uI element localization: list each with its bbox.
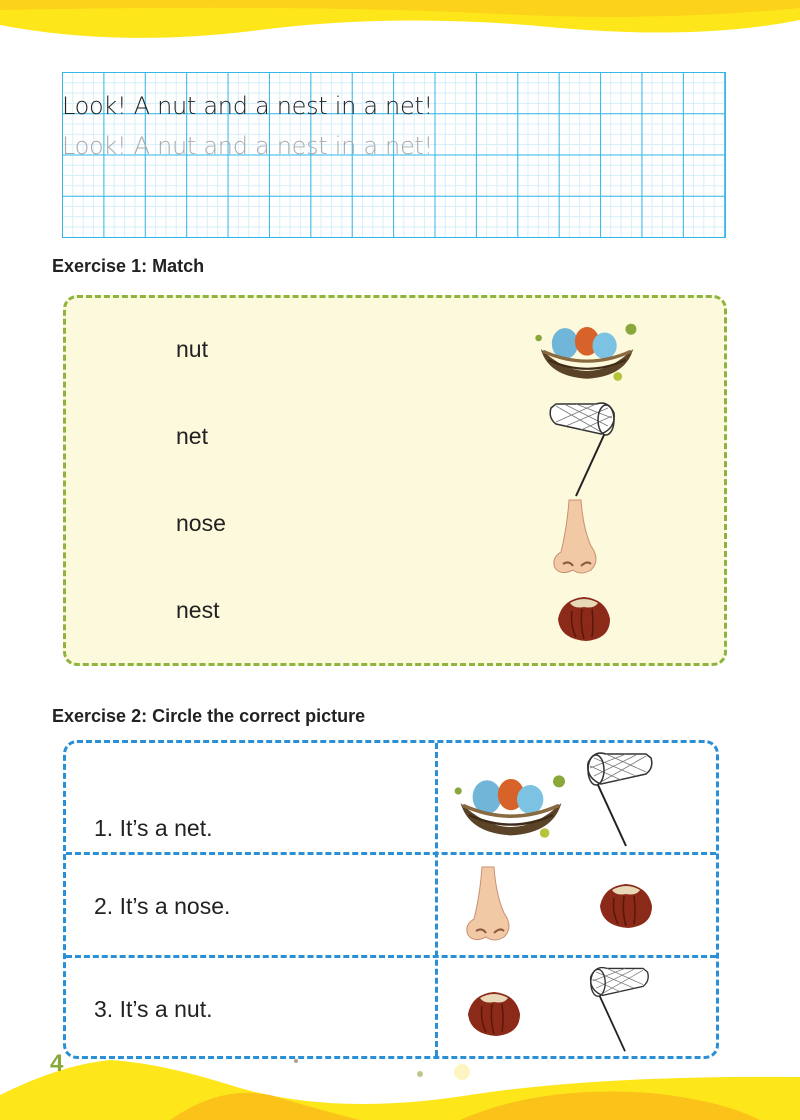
handwriting-grid [62, 72, 726, 238]
net-icon[interactable] [576, 963, 656, 1053]
nut-icon[interactable] [596, 880, 656, 930]
prompt-1: 1. It’s a net. [94, 815, 213, 841]
page-number: 4 [50, 1050, 64, 1077]
nose-icon[interactable] [464, 865, 514, 945]
match-word-net[interactable]: net [176, 423, 208, 449]
nest-icon[interactable] [532, 316, 642, 382]
circle-table [63, 740, 719, 1059]
prompt-2: 2. It’s a nose. [94, 893, 231, 919]
top-wave-decoration [0, 0, 800, 60]
nut-icon[interactable] [554, 593, 614, 643]
exercise2-title: Exercise 2: Circle the correct picture [52, 706, 366, 726]
column-divider [435, 743, 438, 1056]
nest-icon[interactable] [451, 763, 571, 843]
nut-icon[interactable] [464, 988, 524, 1038]
bottom-wave-decoration [0, 1055, 800, 1120]
net-icon[interactable] [546, 398, 626, 498]
nose-icon[interactable] [551, 498, 601, 578]
model-sentence: Look! A nut and a nest in a net! [62, 92, 433, 120]
net-icon[interactable] [576, 748, 656, 848]
match-word-nose[interactable]: nose [176, 510, 226, 536]
row-divider [66, 955, 716, 958]
exercise1-title: Exercise 1: Match [52, 256, 205, 276]
match-box [63, 295, 727, 666]
trace-sentence[interactable]: Look! A nut and a nest in a net! [62, 132, 433, 160]
row-divider [66, 852, 716, 855]
match-word-nut[interactable]: nut [176, 336, 208, 362]
match-word-nest[interactable]: nest [176, 597, 220, 623]
prompt-3: 3. It’s a nut. [94, 996, 213, 1022]
